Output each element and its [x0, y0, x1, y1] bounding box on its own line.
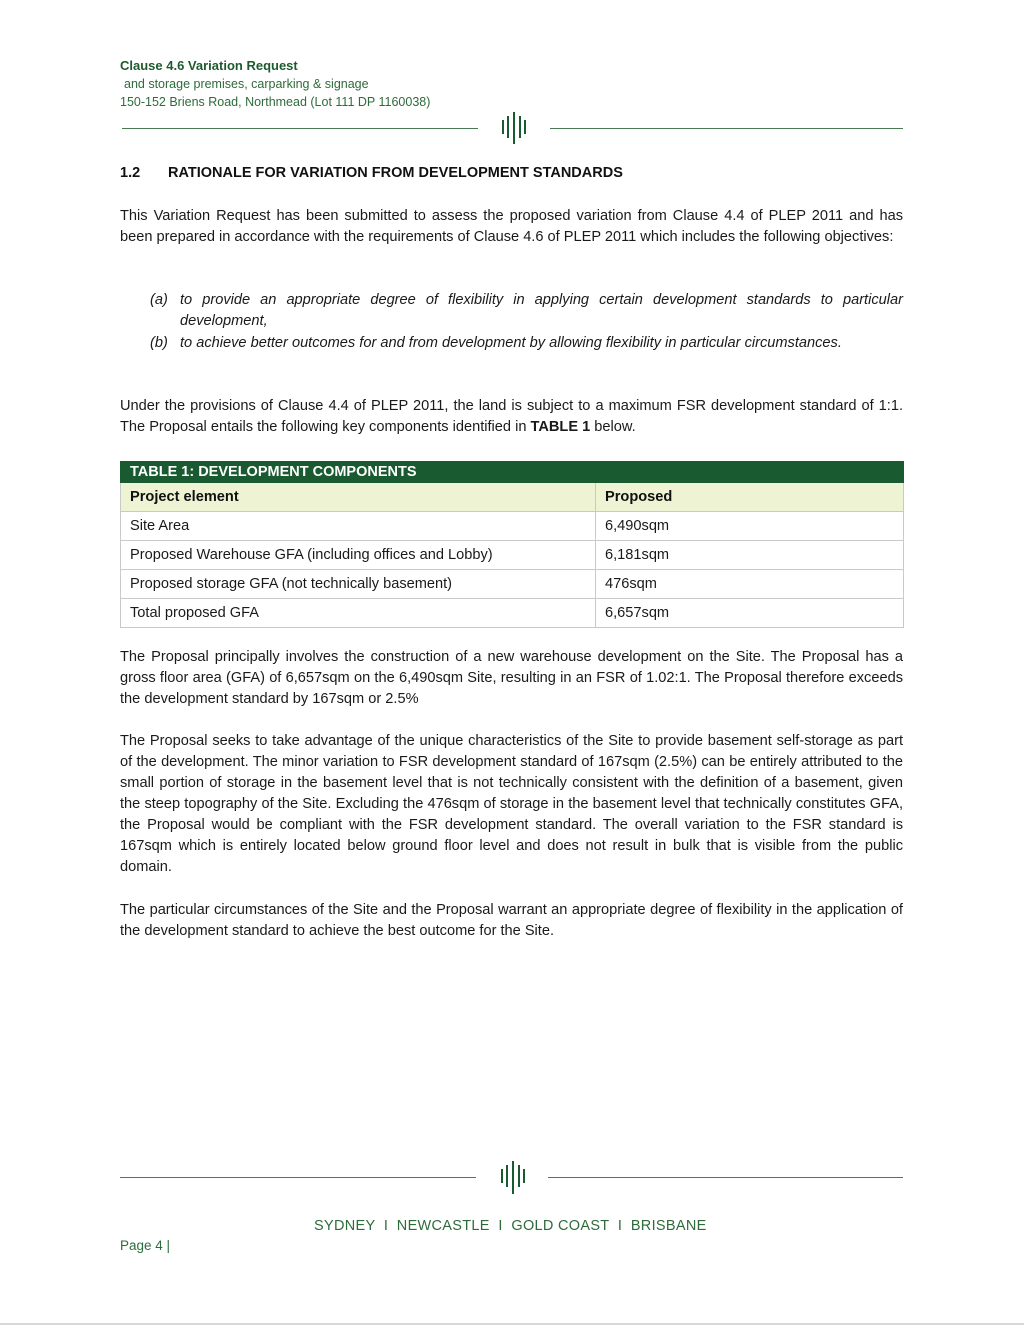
body-paragraph-2: The Proposal seeks to take advantage of the unique characteristics of the Site to provide basement self-storage as part of the development. The minor variation to FSR development standard of 167sqm (2.5%) can be entirely attributed to the small portion of storage in the basement level that is not technically consistent with the definition of a basement, given the steep topography of the Site. Excluding the 476sqm of storage in the basement level that technically constitutes GFA, the Proposal would be compliant with the FSR development standard. The overall variation to the FSR standard is 167sqm which is entirely located below ground floor level and does not result in bulk that is visible from the public domain. [120, 733, 903, 875]
development-components-table [120, 461, 904, 628]
intro-paragraph: This Variation Request has been submitted to assess the proposed variation from Clause 4.4 of PLEP 2011 and has been prepared in accordance with the requirements of Clause 4.6 of PLEP 2011 which includes the following objectives: [120, 208, 903, 245]
provisions-paragraph [120, 396, 903, 438]
header-divider-left [122, 128, 478, 129]
column-header-proposed: Proposed [596, 483, 904, 512]
table-row [121, 541, 904, 570]
header-divider-right [550, 128, 903, 129]
document-header-title: Clause 4.6 Variation Request [120, 58, 298, 73]
section-number: 1.2 [120, 165, 141, 181]
table-cell-proposed: 6,657sqm [596, 599, 904, 628]
footer-office-locations: SYDNEY I NEWCASTLE I GOLD COAST I BRISBANE [314, 1218, 707, 1234]
body-paragraph-1: The Proposal principally involves the construction of a new warehouse development on the Site. The Proposal has a gross floor area (GFA) of 6,657sqm on the 6,490sqm Site, resulting in an FSR of 1.02:1. The Proposal therefore exceeds the development standard by 167sqm or 2.5% [120, 649, 903, 707]
column-header-project-element: Project element [121, 483, 596, 512]
table-cell-proposed: 476sqm [596, 570, 904, 599]
brand-mark-icon [499, 1161, 527, 1194]
table-cell-element: Site Area [121, 512, 596, 541]
footer-divider-left [120, 1177, 476, 1178]
table-caption: TABLE 1: DEVELOPMENT COMPONENTS [121, 462, 904, 483]
table-cell-element: Proposed storage GFA (not technically basement) [121, 570, 596, 599]
body-paragraph-3: The particular circumstances of the Site and the Proposal warrant an appropriate degree of flexibility in the application of the development standard to achieve the best outcome for the Site. [120, 902, 903, 939]
table-reference: TABLE 1 [530, 419, 591, 435]
table-row [121, 512, 904, 541]
table-row [121, 570, 904, 599]
objective-text: to achieve better outcomes for and from development by allowing flexibility in particular circumstances. [180, 335, 842, 351]
objective-label: (b) [150, 335, 168, 351]
objective-text: to provide an appropriate degree of flexibility in applying certain development standards to particular development, [180, 292, 903, 329]
table-cell-element: Proposed Warehouse GFA (including offices and Lobby) [121, 541, 596, 570]
objective-item-b [150, 333, 903, 354]
table-cell-proposed: 6,181sqm [596, 541, 904, 570]
table-cell-element: Total proposed GFA [121, 599, 596, 628]
provisions-text-end: below. [590, 419, 636, 435]
footer-divider-right [548, 1177, 903, 1178]
page-number: Page 4 | [120, 1238, 171, 1253]
section-title: RATIONALE FOR VARIATION FROM DEVELOPMENT STANDARDS [168, 165, 623, 181]
table-row [121, 599, 904, 628]
objective-item-a [150, 290, 903, 332]
brand-mark-icon [500, 112, 528, 144]
section-heading [120, 165, 623, 181]
provisions-text: Under the provisions of Clause 4.4 of PLEP 2011, the land is subject to a maximum FSR development standard of 1:1. The Proposal entails the following key components identified in [120, 398, 903, 435]
objective-label: (a) [150, 292, 168, 308]
document-header-address: 150-152 Briens Road, Northmead (Lot 111 DP 1160038) [120, 95, 431, 109]
document-header-subtitle: and storage premises, carparking & signage [124, 77, 369, 91]
table-cell-proposed: 6,490sqm [596, 512, 904, 541]
